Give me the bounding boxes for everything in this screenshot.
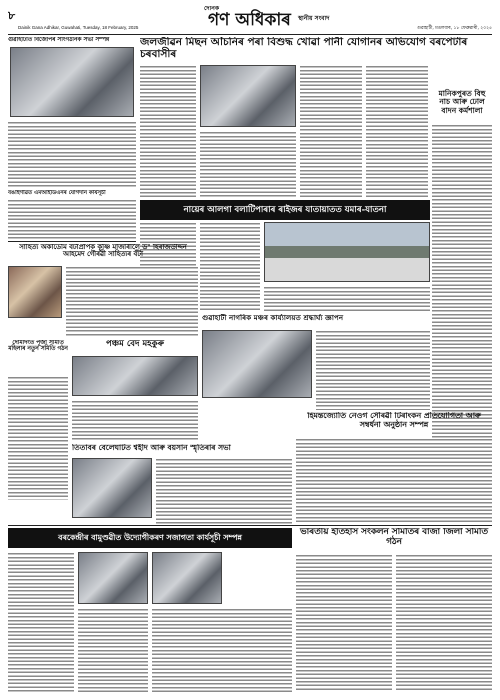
article-12-body <box>8 552 292 692</box>
article-2-title: জলজীৱন মিছন আঁচনিৰ পৰা বিশুদ্ধ খোৱা পানী যোগানৰ অভিযোগ বৰপেটাৰ চৰবাসীৰ <box>140 37 468 60</box>
section-label: স্থানীয় সংবাদ <box>298 15 330 22</box>
article-4-title: মানিকপুৰত বিহু নাচ আৰু ঢোল বাদন কৰ্মশালা <box>438 89 486 115</box>
article-5-col2 <box>200 222 260 312</box>
article-6 <box>8 244 198 336</box>
article-1 <box>8 37 136 187</box>
article-6-body <box>66 266 198 336</box>
article-5-photo <box>264 222 430 282</box>
rule-lower <box>8 525 492 526</box>
article-4-body <box>432 124 492 448</box>
article-10 <box>72 444 292 524</box>
article-1-title: গুৱাহাটীত বিজেপিৰ সাংগঠনিক সভা সম্পন্ন <box>8 37 110 43</box>
article-6-photo <box>8 266 62 318</box>
masthead-rule <box>8 34 492 35</box>
article-3-body <box>8 199 136 239</box>
article-10-photo <box>72 458 152 518</box>
article-12-col1 <box>8 552 74 692</box>
article-8-title: দোমদিংত পূজা সমিতি মহিলাৰ নতুন সমিতি গঠন <box>8 340 68 353</box>
article-12-title: বৰকেন্দ্ৰীৰ বামুণ্ডৱীত উদ্যোগীকৰণ সজাগতা কাৰ্যসূচী সম্পন্ন <box>58 532 242 542</box>
masthead <box>8 6 492 34</box>
article-3 <box>8 190 136 240</box>
article-2-body-col3 <box>300 65 362 197</box>
article-7-photo <box>202 330 312 398</box>
date-right: গুৱাহাটী, মঙলবাৰ, ১৮ ফেব্ৰুৱাৰী, ২০২৫ <box>417 26 492 31</box>
article-10-body <box>156 458 292 524</box>
article-8-body <box>8 376 68 500</box>
article-2-body-col2 <box>200 131 296 197</box>
article-1-body <box>8 121 136 187</box>
article-2-photo <box>200 65 296 127</box>
article-11 <box>296 412 492 524</box>
article-9 <box>72 340 198 440</box>
article-7-title: গুৱাহাটী নাগৰিক মঞ্চৰ কাৰ্য্যালয়ত শ্ৰদ্ধাৰ্ঘ্য জ্ঞাপন <box>202 314 344 322</box>
article-9-title: পঞ্চম বেদ মহকুৰু <box>105 340 164 349</box>
article-7 <box>202 314 430 410</box>
article-12-photo-1 <box>78 552 148 604</box>
article-11-title: হিমন্তজ্যোতি নেওগ সৌৰৱী টিৰাংকন প্ৰতিযোগিতা আৰু সম্বৰ্ধনা অনুষ্ঠান সম্পন্ন <box>307 412 481 429</box>
article-4 <box>432 88 492 448</box>
article-10-title: তিতাবৰ বেলেঘাটত শ্বহীদ আৰু বয়সান স্মৃতিৰাৰ সভা <box>72 444 231 452</box>
article-11-body <box>296 438 492 524</box>
article-12-banner <box>8 528 292 548</box>
article-13-col2 <box>396 554 492 692</box>
article-3-title: বঙাইগাঁৱত এমআইডিএনৰ যোগদান কাৰ্যসূচী <box>8 190 106 196</box>
rule-mid <box>8 241 136 242</box>
page-number: ৮ <box>8 9 16 22</box>
article-5-title: নায়েৰ আলগা বলাটিপাৰাৰ ৰাইজৰ যাতায়াতত যমাৰ-যাতনা <box>183 205 387 215</box>
article-7-body <box>316 330 430 410</box>
article-2-body-col4 <box>366 65 428 197</box>
article-8 <box>8 340 68 500</box>
article-12-photo-2 <box>152 552 222 604</box>
article-12-col2 <box>78 608 148 692</box>
article-2-body-col1 <box>140 65 196 197</box>
article-9-photo <box>72 356 198 396</box>
dateline: Dainik Gana Adhikar, Guwahati, Tuesday, 18 February, 2025 <box>18 25 139 30</box>
masthead-title: গণ অধিকাৰ <box>208 10 291 30</box>
article-6-title: সাহিত্য অকাডেমি বঁটাপ্ৰাপক কৃষ্ণি মাজাৰীলৈ ড° হিৰাজউদ্দিন আহমেদ গৌৰৱী সাহিত্যৰ বঁটা <box>19 244 187 259</box>
article-9-body <box>72 400 198 440</box>
article-13-title: ভাৰতীয় ইতিহাস সংকলন সমিতিৰ বাজা জিলা সমিতি গঠন <box>300 528 488 547</box>
article-13 <box>296 528 492 692</box>
article-13-col1 <box>296 554 392 692</box>
article-12-col3 <box>152 608 292 692</box>
article-5-banner <box>140 200 430 220</box>
article-1-photo <box>10 47 134 117</box>
article-5-col3 <box>264 286 430 312</box>
masthead-small-title: দৈনিক <box>204 6 220 12</box>
